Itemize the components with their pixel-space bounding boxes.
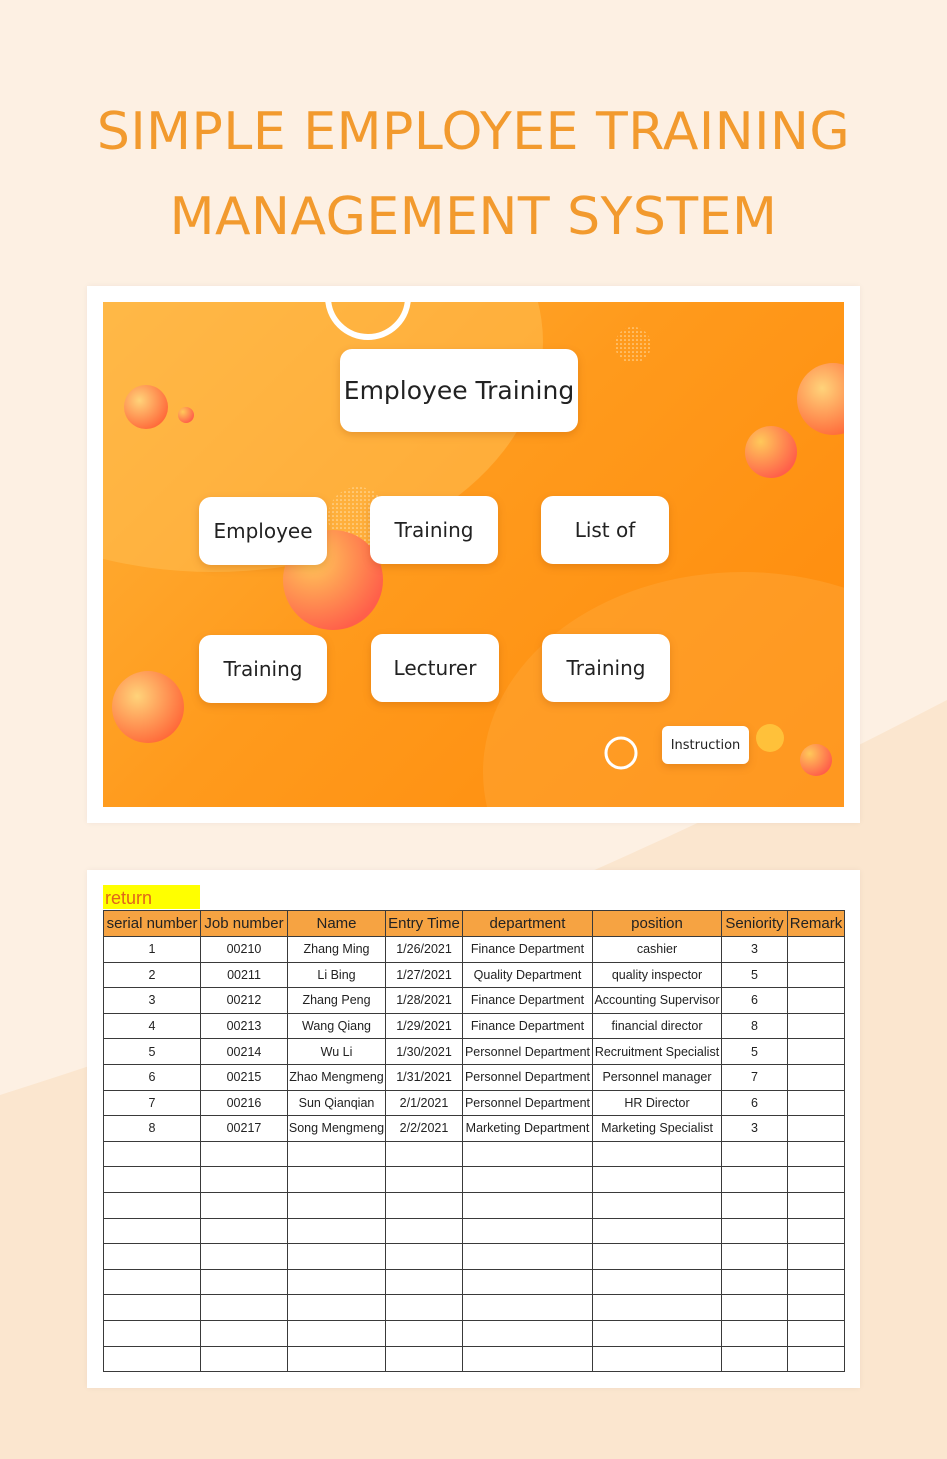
table-cell[interactable] xyxy=(104,1320,201,1346)
table-cell[interactable] xyxy=(288,1244,386,1270)
table-cell[interactable] xyxy=(593,1346,722,1372)
table-row xyxy=(104,1064,845,1090)
table-cell[interactable]: quality inspector xyxy=(593,962,722,988)
table-cell[interactable] xyxy=(104,1167,201,1193)
table-cell[interactable] xyxy=(593,1167,722,1193)
tile-lecturer[interactable]: Lecturer xyxy=(371,634,499,702)
table-cell[interactable] xyxy=(288,1192,386,1218)
column-header: Seniority xyxy=(722,911,788,937)
employee-table xyxy=(103,910,845,1372)
table-row xyxy=(104,1269,845,1295)
table-row xyxy=(104,1218,845,1244)
column-header: position xyxy=(593,911,722,937)
table-cell[interactable] xyxy=(788,1295,845,1321)
table-cell[interactable] xyxy=(463,1269,593,1295)
table-row xyxy=(104,1346,845,1372)
table-cell[interactable]: 6 xyxy=(722,1090,788,1116)
table-cell[interactable] xyxy=(463,1218,593,1244)
table-cell[interactable] xyxy=(104,1295,201,1321)
table-cell[interactable] xyxy=(288,1141,386,1167)
table-cell[interactable] xyxy=(201,1295,288,1321)
table-cell[interactable]: Wu Li xyxy=(288,1039,386,1065)
table-cell[interactable] xyxy=(593,1141,722,1167)
table-cell[interactable]: HR Director xyxy=(593,1090,722,1116)
table-cell[interactable] xyxy=(722,1192,788,1218)
table-cell[interactable] xyxy=(201,1218,288,1244)
table-row xyxy=(104,1192,845,1218)
instruction-button[interactable]: Instruction xyxy=(662,726,749,764)
table-cell[interactable]: 5 xyxy=(722,1039,788,1065)
table-cell[interactable] xyxy=(104,1218,201,1244)
table-cell[interactable] xyxy=(463,1192,593,1218)
table-cell[interactable] xyxy=(788,1167,845,1193)
table-cell[interactable]: Zhang Ming xyxy=(288,937,386,963)
table-cell[interactable] xyxy=(788,1090,845,1116)
table-cell[interactable]: 00210 xyxy=(201,937,288,963)
table-cell[interactable]: Finance Department xyxy=(463,1013,593,1039)
table-cell[interactable]: 00211 xyxy=(201,962,288,988)
table-row xyxy=(104,962,845,988)
table-cell[interactable] xyxy=(288,1167,386,1193)
table-cell[interactable] xyxy=(788,937,845,963)
table-cell[interactable] xyxy=(386,1269,463,1295)
page-title-line-2: MANAGEMENT SYSTEM xyxy=(169,187,778,247)
table-cell[interactable]: 7 xyxy=(104,1090,201,1116)
table-row xyxy=(104,1141,845,1167)
table-cell[interactable]: 1/29/2021 xyxy=(386,1013,463,1039)
table-cell[interactable] xyxy=(386,1244,463,1270)
table-cell[interactable]: Accounting Supervisor xyxy=(593,988,722,1014)
table-cell[interactable]: 3 xyxy=(722,1116,788,1142)
table-row xyxy=(104,1039,845,1065)
table-cell[interactable]: 6 xyxy=(104,1064,201,1090)
table-cell[interactable]: 00213 xyxy=(201,1013,288,1039)
page-title xyxy=(0,90,947,260)
table-cell[interactable]: 00217 xyxy=(201,1116,288,1142)
table-cell[interactable] xyxy=(788,1192,845,1218)
table-cell[interactable]: 3 xyxy=(722,937,788,963)
table-cell[interactable]: 00216 xyxy=(201,1090,288,1116)
table-header-row xyxy=(104,911,845,937)
table-cell[interactable]: Finance Department xyxy=(463,937,593,963)
table-row xyxy=(104,988,845,1014)
table-cell[interactable] xyxy=(788,988,845,1014)
table-cell[interactable] xyxy=(201,1192,288,1218)
page-title-line-1: SIMPLE EMPLOYEE TRAINING xyxy=(96,102,851,162)
table-cell[interactable] xyxy=(288,1218,386,1244)
table-cell[interactable] xyxy=(722,1141,788,1167)
table-cell[interactable]: Sun Qianqian xyxy=(288,1090,386,1116)
table-cell[interactable] xyxy=(104,1141,201,1167)
table-cell[interactable] xyxy=(386,1192,463,1218)
table-cell[interactable]: 6 xyxy=(722,988,788,1014)
table-cell[interactable] xyxy=(104,1346,201,1372)
table-cell[interactable] xyxy=(201,1141,288,1167)
table-cell[interactable]: Personnel Department xyxy=(463,1039,593,1065)
table-row xyxy=(104,937,845,963)
tile-list-of[interactable]: List of xyxy=(541,496,669,564)
table-cell[interactable]: 2 xyxy=(104,962,201,988)
table-cell[interactable]: 3 xyxy=(104,988,201,1014)
table-cell[interactable] xyxy=(104,1269,201,1295)
table-cell[interactable]: 00215 xyxy=(201,1064,288,1090)
column-header: Entry Time xyxy=(386,911,463,937)
dashboard-card xyxy=(87,286,860,823)
table-row xyxy=(104,1244,845,1270)
table-cell[interactable]: Song Mengmeng xyxy=(288,1116,386,1142)
table-cell[interactable]: 8 xyxy=(104,1116,201,1142)
table-cell[interactable]: Wang Qiang xyxy=(288,1013,386,1039)
table-cell[interactable] xyxy=(386,1141,463,1167)
table-cell[interactable] xyxy=(386,1346,463,1372)
table-cell[interactable] xyxy=(386,1167,463,1193)
table-cell[interactable] xyxy=(463,1346,593,1372)
table-cell[interactable]: 5 xyxy=(722,962,788,988)
table-cell[interactable]: Personnel manager xyxy=(593,1064,722,1090)
table-cell[interactable] xyxy=(463,1167,593,1193)
table-cell[interactable] xyxy=(288,1295,386,1321)
column-header: Name xyxy=(288,911,386,937)
table-cell[interactable]: 7 xyxy=(722,1064,788,1090)
table-cell[interactable] xyxy=(788,1320,845,1346)
table-cell[interactable] xyxy=(722,1218,788,1244)
table-cell[interactable] xyxy=(593,1295,722,1321)
table-cell[interactable]: Zhao Mengmeng xyxy=(288,1064,386,1090)
tile-training-2[interactable]: Training xyxy=(199,635,327,703)
table-cell[interactable] xyxy=(593,1244,722,1270)
table-row xyxy=(104,1013,845,1039)
table-cell[interactable]: 1/30/2021 xyxy=(386,1039,463,1065)
table-cell[interactable] xyxy=(722,1167,788,1193)
table-cell[interactable] xyxy=(788,962,845,988)
table-cell[interactable]: cashier xyxy=(593,937,722,963)
table-cell[interactable] xyxy=(463,1244,593,1270)
table-cell[interactable]: 1/28/2021 xyxy=(386,988,463,1014)
tile-training-3[interactable]: Training xyxy=(542,634,670,702)
column-header: serial number xyxy=(104,911,201,937)
table-cell[interactable] xyxy=(788,1116,845,1142)
table-row xyxy=(104,1295,845,1321)
tile-employee[interactable]: Employee xyxy=(199,497,327,565)
table-cell[interactable]: 00212 xyxy=(201,988,288,1014)
table-cell[interactable] xyxy=(288,1346,386,1372)
table-cell[interactable] xyxy=(722,1320,788,1346)
return-link[interactable]: return xyxy=(103,885,200,909)
table-cell[interactable]: 8 xyxy=(722,1013,788,1039)
table-cell[interactable] xyxy=(201,1244,288,1270)
table-cell[interactable] xyxy=(788,1013,845,1039)
table-cell[interactable]: 1/31/2021 xyxy=(386,1064,463,1090)
table-cell[interactable] xyxy=(386,1218,463,1244)
table-row xyxy=(104,1090,845,1116)
table-cell[interactable] xyxy=(201,1269,288,1295)
table-row xyxy=(104,1320,845,1346)
column-header: department xyxy=(463,911,593,937)
table-cell[interactable] xyxy=(722,1346,788,1372)
table-cell[interactable] xyxy=(788,1039,845,1065)
table-cell[interactable]: Finance Department xyxy=(463,988,593,1014)
table-cell[interactable] xyxy=(788,1269,845,1295)
table-row xyxy=(104,1116,845,1142)
table-cell[interactable] xyxy=(722,1269,788,1295)
table-cell[interactable] xyxy=(463,1320,593,1346)
table-cell[interactable] xyxy=(201,1320,288,1346)
table-cell[interactable]: 4 xyxy=(104,1013,201,1039)
column-header: Remark xyxy=(788,911,845,937)
table-cell[interactable] xyxy=(104,1192,201,1218)
table-cell[interactable]: 1 xyxy=(104,937,201,963)
table-cell[interactable] xyxy=(788,1064,845,1090)
table-cell[interactable]: Zhang Peng xyxy=(288,988,386,1014)
table-cell[interactable] xyxy=(288,1269,386,1295)
table-cell[interactable]: Marketing Department xyxy=(463,1116,593,1142)
table-cell[interactable] xyxy=(288,1320,386,1346)
table-cell[interactable] xyxy=(593,1218,722,1244)
table-cell[interactable] xyxy=(463,1141,593,1167)
table-cell[interactable] xyxy=(201,1167,288,1193)
table-cell[interactable]: Personnel Department xyxy=(463,1064,593,1090)
table-cell[interactable] xyxy=(386,1320,463,1346)
table-cell[interactable] xyxy=(788,1346,845,1372)
table-cell[interactable]: Marketing Specialist xyxy=(593,1116,722,1142)
table-cell[interactable] xyxy=(386,1295,463,1321)
table-cell[interactable] xyxy=(788,1244,845,1270)
table-card xyxy=(87,870,860,1388)
table-cell[interactable]: Recruitment Specialist xyxy=(593,1039,722,1065)
table-cell[interactable] xyxy=(788,1218,845,1244)
table-cell[interactable]: 2/2/2021 xyxy=(386,1116,463,1142)
table-cell[interactable] xyxy=(722,1244,788,1270)
table-row xyxy=(104,1167,845,1193)
dashboard-canvas xyxy=(103,302,844,807)
column-header: Job number xyxy=(201,911,288,937)
table-cell[interactable]: Li Bing xyxy=(288,962,386,988)
table-cell[interactable]: 2/1/2021 xyxy=(386,1090,463,1116)
table-cell[interactable]: Personnel Department xyxy=(463,1090,593,1116)
table-cell[interactable] xyxy=(593,1269,722,1295)
table-cell[interactable] xyxy=(593,1192,722,1218)
tile-training-1[interactable]: Training xyxy=(370,496,498,564)
table-cell[interactable]: 00214 xyxy=(201,1039,288,1065)
table-cell[interactable] xyxy=(104,1244,201,1270)
table-cell[interactable]: financial director xyxy=(593,1013,722,1039)
table-cell[interactable] xyxy=(593,1320,722,1346)
table-cell[interactable] xyxy=(788,1141,845,1167)
table-cell[interactable]: 1/27/2021 xyxy=(386,962,463,988)
table-cell[interactable] xyxy=(201,1346,288,1372)
table-cell[interactable] xyxy=(463,1295,593,1321)
table-cell[interactable]: Quality Department xyxy=(463,962,593,988)
table-cell[interactable]: 1/26/2021 xyxy=(386,937,463,963)
table-cell[interactable] xyxy=(722,1295,788,1321)
table-cell[interactable]: 5 xyxy=(104,1039,201,1065)
employee-training-title-tile[interactable]: Employee Training xyxy=(340,349,578,432)
